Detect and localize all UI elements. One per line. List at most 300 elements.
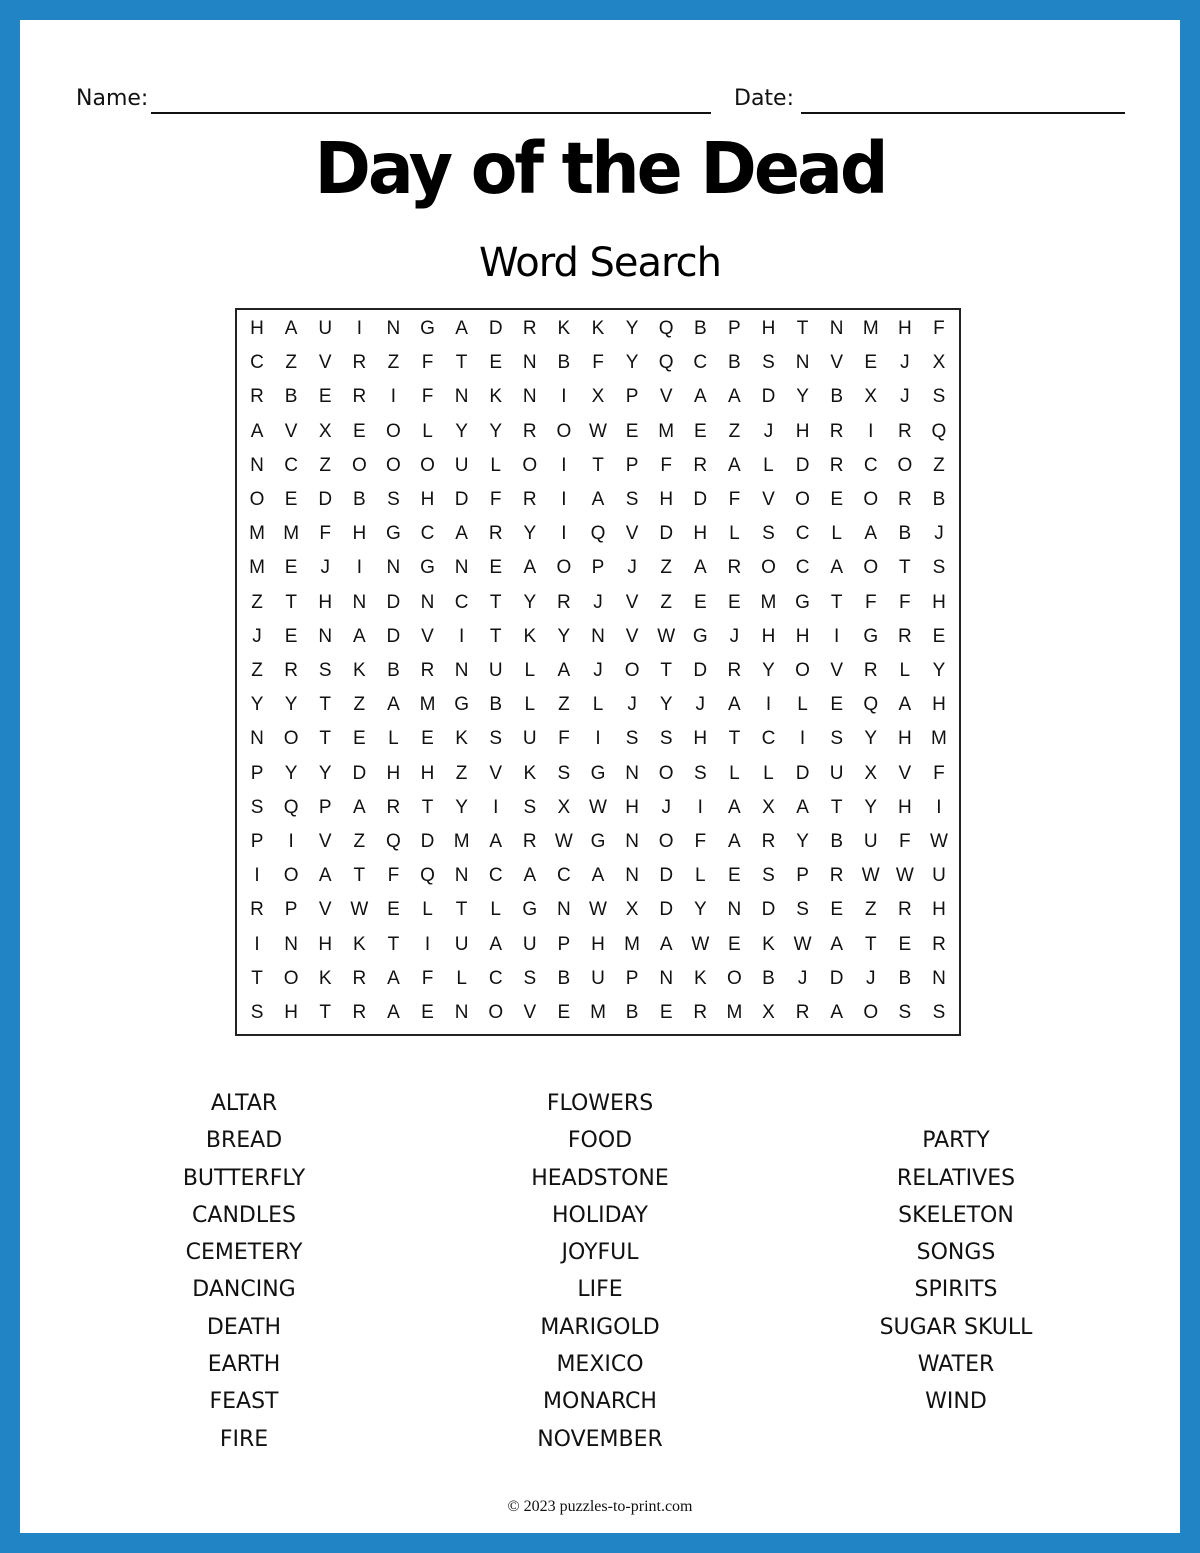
grid-cell[interactable]: Z (387, 352, 400, 374)
grid-cell[interactable]: E (625, 420, 639, 442)
grid-cell[interactable]: Y (250, 694, 264, 716)
grid-cell[interactable]: G (386, 523, 401, 545)
grid-cell[interactable]: B (557, 967, 571, 989)
grid-cell[interactable]: A (693, 557, 707, 579)
grid-cell[interactable]: L (388, 728, 399, 750)
grid-cell[interactable]: A (455, 318, 468, 340)
grid-cell[interactable]: K (523, 762, 537, 784)
grid-cell[interactable]: O (897, 454, 913, 476)
grid-cell[interactable]: Y (625, 352, 639, 374)
grid-cell[interactable]: W (589, 899, 607, 921)
grid-cell[interactable]: J (729, 625, 740, 647)
grid-cell[interactable]: B (557, 352, 571, 374)
grid-cell[interactable]: T (251, 967, 263, 989)
grid-cell[interactable]: R (420, 659, 435, 681)
grid-cell[interactable]: R (727, 557, 742, 579)
grid-cell[interactable]: S (762, 352, 775, 374)
grid-cell[interactable]: N (386, 557, 401, 579)
grid-cell[interactable]: G (522, 899, 538, 921)
grid-cell[interactable]: J (695, 694, 706, 716)
grid-cell[interactable]: M (453, 830, 470, 852)
grid-cell[interactable]: D (352, 762, 367, 784)
grid-cell[interactable]: K (352, 933, 366, 955)
grid-cell[interactable]: J (593, 591, 603, 613)
grid-cell[interactable]: S (932, 386, 946, 408)
grid-cell[interactable]: T (796, 318, 809, 340)
grid-cell[interactable]: R (897, 420, 912, 442)
grid-cell[interactable]: T (830, 591, 843, 613)
grid-cell[interactable]: V (830, 659, 843, 681)
grid-cell[interactable]: I (561, 454, 567, 476)
grid-cell[interactable]: A (318, 865, 332, 887)
grid-cell[interactable]: N (352, 591, 367, 613)
grid-cell[interactable]: W (861, 865, 880, 887)
grid-cell[interactable]: Y (864, 728, 878, 750)
grid-cell[interactable]: D (693, 659, 708, 681)
grid-cell[interactable]: F (864, 591, 877, 613)
grid-cell[interactable]: X (591, 386, 605, 408)
grid-cell[interactable]: A (284, 318, 298, 340)
grid-cell[interactable]: R (250, 386, 264, 408)
grid-cell[interactable]: U (488, 659, 503, 681)
grid-cell[interactable]: F (728, 489, 741, 511)
grid-cell[interactable]: O (761, 557, 776, 579)
grid-cell[interactable]: E (693, 591, 707, 613)
grid-cell[interactable]: Y (523, 523, 537, 545)
grid-cell[interactable]: V (762, 489, 775, 511)
grid-cell[interactable]: O (283, 967, 299, 989)
grid-cell[interactable]: N (454, 557, 469, 579)
grid-cell[interactable]: H (693, 728, 708, 750)
grid-cell[interactable]: H (897, 796, 912, 818)
grid-cell[interactable]: R (352, 1001, 367, 1023)
grid-cell[interactable]: C (557, 865, 571, 887)
grid-cell[interactable]: T (387, 933, 400, 955)
grid-cell[interactable]: R (795, 1001, 810, 1023)
grid-cell[interactable]: W (929, 830, 948, 852)
grid-cell[interactable]: B (728, 352, 741, 374)
grid-cell[interactable]: Z (251, 591, 263, 613)
grid-cell[interactable]: H (591, 933, 605, 955)
grid-cell[interactable]: W (350, 899, 369, 921)
grid-cell[interactable]: R (693, 454, 708, 476)
grid-cell[interactable]: R (352, 386, 367, 408)
grid-cell[interactable]: O (658, 830, 674, 852)
grid-cell[interactable]: N (454, 865, 469, 887)
grid-cell[interactable]: I (765, 694, 772, 716)
grid-cell[interactable]: S (932, 1001, 946, 1023)
grid-cell[interactable]: V (625, 591, 639, 613)
date-field[interactable] (801, 112, 1125, 114)
grid-cell[interactable]: R (352, 967, 367, 989)
grid-cell[interactable]: G (420, 557, 435, 579)
grid-cell[interactable]: G (590, 830, 606, 852)
grid-cell[interactable]: O (795, 489, 810, 511)
grid-cell[interactable]: E (830, 694, 843, 716)
grid-cell[interactable]: C (795, 523, 810, 545)
grid-cell[interactable]: A (591, 865, 605, 887)
grid-cell[interactable]: S (659, 728, 673, 750)
grid-cell[interactable]: Q (931, 420, 947, 442)
letter-grid[interactable] (235, 308, 961, 1036)
grid-cell[interactable]: G (454, 694, 469, 716)
grid-cell[interactable]: C (454, 591, 469, 613)
grid-cell[interactable]: A (830, 933, 843, 955)
grid-cell[interactable]: E (318, 386, 332, 408)
grid-cell[interactable]: D (318, 489, 333, 511)
grid-cell[interactable]: W (691, 933, 710, 955)
grid-cell[interactable]: A (250, 420, 264, 442)
grid-cell[interactable]: D (386, 625, 401, 647)
grid-cell[interactable]: Z (353, 830, 366, 852)
grid-cell[interactable]: O (283, 728, 299, 750)
grid-cell[interactable]: N (454, 1001, 469, 1023)
grid-cell[interactable]: M (726, 1001, 743, 1023)
grid-cell[interactable]: M (590, 1001, 606, 1023)
grid-cell[interactable]: M (931, 728, 947, 750)
grid-cell[interactable]: T (489, 591, 502, 613)
grid-cell[interactable]: H (420, 762, 435, 784)
grid-cell[interactable]: D (761, 386, 776, 408)
grid-cell[interactable]: R (693, 1001, 708, 1023)
grid-cell[interactable]: W (657, 625, 676, 647)
grid-cell[interactable]: H (420, 489, 435, 511)
grid-cell[interactable]: E (898, 933, 912, 955)
grid-cell[interactable]: R (522, 420, 537, 442)
grid-cell[interactable]: Y (523, 591, 537, 613)
grid-cell[interactable]: Z (285, 352, 297, 374)
grid-cell[interactable]: I (458, 625, 465, 647)
grid-cell[interactable]: E (728, 591, 741, 613)
grid-cell[interactable]: Z (455, 762, 468, 784)
grid-cell[interactable]: N (522, 352, 537, 374)
grid-cell[interactable]: F (933, 762, 945, 784)
grid-cell[interactable]: I (356, 557, 362, 579)
grid-cell[interactable]: Q (386, 830, 401, 852)
grid-cell[interactable]: N (250, 454, 264, 476)
grid-cell[interactable]: W (589, 796, 607, 818)
grid-cell[interactable]: O (420, 454, 435, 476)
grid-cell[interactable]: B (830, 830, 843, 852)
grid-cell[interactable]: S (796, 899, 809, 921)
grid-cell[interactable]: P (284, 899, 298, 921)
grid-cell[interactable]: I (254, 865, 260, 887)
grid-cell[interactable]: I (561, 386, 567, 408)
grid-cell[interactable]: S (762, 523, 775, 545)
grid-cell[interactable]: N (829, 318, 844, 340)
grid-cell[interactable]: Y (284, 762, 298, 784)
grid-cell[interactable]: J (593, 659, 603, 681)
grid-cell[interactable]: L (763, 454, 774, 476)
grid-cell[interactable]: I (254, 933, 260, 955)
grid-cell[interactable]: P (591, 557, 605, 579)
grid-cell[interactable]: L (899, 659, 911, 681)
grid-cell[interactable]: S (932, 557, 946, 579)
grid-cell[interactable]: R (863, 659, 878, 681)
grid-cell[interactable]: L (422, 420, 433, 442)
grid-cell[interactable]: C (250, 352, 264, 374)
grid-cell[interactable]: G (795, 591, 810, 613)
grid-cell[interactable]: M (658, 420, 675, 442)
grid-cell[interactable]: O (386, 420, 401, 442)
grid-cell[interactable]: I (288, 830, 294, 852)
grid-cell[interactable]: N (454, 386, 469, 408)
grid-cell[interactable]: R (897, 899, 912, 921)
grid-cell[interactable]: N (420, 591, 435, 613)
grid-cell[interactable]: E (352, 728, 366, 750)
grid-cell[interactable]: N (522, 386, 537, 408)
grid-cell[interactable]: F (899, 591, 911, 613)
grid-cell[interactable]: K (455, 728, 468, 750)
grid-cell[interactable]: J (797, 967, 808, 989)
grid-cell[interactable]: B (693, 318, 707, 340)
grid-cell[interactable]: N (932, 967, 946, 989)
grid-cell[interactable]: I (799, 728, 806, 750)
grid-cell[interactable]: Z (558, 694, 570, 716)
grid-cell[interactable]: B (352, 489, 366, 511)
grid-cell[interactable]: I (834, 625, 840, 647)
name-field[interactable] (151, 112, 711, 114)
grid-cell[interactable]: R (829, 420, 844, 442)
grid-cell[interactable]: D (420, 830, 435, 852)
grid-cell[interactable]: E (489, 352, 503, 374)
grid-cell[interactable]: R (829, 454, 844, 476)
grid-cell[interactable]: O (488, 1001, 504, 1023)
grid-cell[interactable]: D (693, 489, 708, 511)
grid-cell[interactable]: I (697, 796, 703, 818)
grid-cell[interactable]: G (590, 762, 606, 784)
grid-cell[interactable]: G (863, 625, 879, 647)
grid-cell[interactable]: A (830, 1001, 843, 1023)
grid-cell[interactable]: T (830, 796, 843, 818)
grid-cell[interactable]: R (522, 489, 537, 511)
grid-cell[interactable]: E (728, 865, 741, 887)
grid-cell[interactable]: T (353, 865, 366, 887)
grid-cell[interactable]: Y (659, 694, 673, 716)
grid-cell[interactable]: E (830, 899, 843, 921)
grid-cell[interactable]: T (319, 1001, 332, 1023)
grid-cell[interactable]: U (454, 454, 469, 476)
grid-cell[interactable]: V (898, 762, 912, 784)
grid-cell[interactable]: K (318, 967, 332, 989)
grid-cell[interactable]: C (420, 523, 435, 545)
grid-cell[interactable]: Y (932, 659, 946, 681)
grid-cell[interactable]: R (932, 933, 946, 955)
grid-cell[interactable]: Y (489, 420, 503, 442)
grid-cell[interactable]: H (795, 625, 810, 647)
grid-cell[interactable]: N (727, 899, 742, 921)
grid-cell[interactable]: B (932, 489, 946, 511)
grid-cell[interactable]: H (386, 762, 401, 784)
grid-cell[interactable]: O (249, 489, 265, 511)
grid-cell[interactable]: D (454, 489, 469, 511)
grid-cell[interactable]: L (456, 967, 467, 989)
grid-cell[interactable]: O (351, 454, 367, 476)
grid-cell[interactable]: S (693, 762, 707, 784)
grid-cell[interactable]: O (624, 659, 640, 681)
grid-cell[interactable]: A (387, 1001, 400, 1023)
grid-cell[interactable]: E (421, 728, 434, 750)
grid-cell[interactable]: X (932, 352, 946, 374)
grid-cell[interactable]: E (284, 489, 298, 511)
grid-cell[interactable]: N (250, 728, 264, 750)
grid-cell[interactable]: H (659, 489, 674, 511)
grid-cell[interactable]: M (760, 591, 777, 613)
grid-cell[interactable]: E (557, 1001, 571, 1023)
grid-cell[interactable]: I (561, 523, 567, 545)
grid-cell[interactable]: F (421, 967, 434, 989)
grid-cell[interactable]: A (352, 796, 366, 818)
grid-cell[interactable]: O (863, 1001, 879, 1023)
grid-cell[interactable]: Z (933, 454, 945, 476)
grid-cell[interactable]: A (591, 489, 605, 511)
grid-cell[interactable]: T (728, 728, 741, 750)
grid-cell[interactable]: R (897, 625, 912, 647)
grid-cell[interactable]: D (795, 454, 810, 476)
grid-cell[interactable]: F (421, 386, 434, 408)
grid-cell[interactable]: L (797, 694, 808, 716)
grid-cell[interactable]: A (830, 557, 843, 579)
grid-cell[interactable]: N (284, 933, 298, 955)
grid-cell[interactable]: V (830, 352, 843, 374)
grid-cell[interactable]: U (932, 865, 946, 887)
grid-cell[interactable]: B (830, 386, 843, 408)
grid-cell[interactable]: S (250, 1001, 264, 1023)
grid-cell[interactable]: R (727, 659, 742, 681)
grid-cell[interactable]: T (864, 933, 877, 955)
grid-cell[interactable]: Z (864, 899, 877, 921)
grid-cell[interactable]: E (932, 625, 946, 647)
grid-cell[interactable]: H (284, 1001, 298, 1023)
grid-cell[interactable]: A (728, 830, 741, 852)
grid-cell[interactable]: F (694, 830, 707, 852)
grid-cell[interactable]: O (283, 865, 299, 887)
grid-cell[interactable]: J (661, 796, 671, 818)
grid-cell[interactable]: J (252, 625, 262, 647)
grid-cell[interactable]: O (795, 659, 810, 681)
grid-cell[interactable]: L (763, 762, 774, 784)
grid-cell[interactable]: F (660, 454, 672, 476)
grid-cell[interactable]: D (659, 523, 674, 545)
grid-cell[interactable]: Z (728, 420, 741, 442)
grid-cell[interactable]: L (524, 659, 536, 681)
grid-cell[interactable]: Y (762, 659, 775, 681)
grid-cell[interactable]: J (866, 967, 876, 989)
grid-cell[interactable]: O (863, 489, 879, 511)
grid-cell[interactable]: A (728, 694, 741, 716)
grid-cell[interactable]: U (863, 830, 878, 852)
grid-cell[interactable]: R (522, 830, 537, 852)
grid-cell[interactable]: D (386, 591, 401, 613)
grid-cell[interactable]: F (592, 352, 604, 374)
grid-cell[interactable]: N (625, 865, 639, 887)
grid-cell[interactable]: G (692, 625, 708, 647)
grid-cell[interactable]: X (864, 386, 878, 408)
grid-cell[interactable]: S (387, 489, 400, 511)
grid-cell[interactable]: J (627, 694, 637, 716)
grid-cell[interactable]: L (729, 523, 740, 545)
grid-cell[interactable]: T (455, 899, 468, 921)
grid-cell[interactable]: D (795, 762, 810, 784)
grid-cell[interactable]: J (900, 386, 910, 408)
grid-cell[interactable]: S (523, 967, 537, 989)
grid-cell[interactable]: N (659, 967, 674, 989)
grid-cell[interactable]: H (897, 728, 912, 750)
grid-cell[interactable]: O (386, 454, 401, 476)
grid-cell[interactable]: V (318, 830, 332, 852)
grid-cell[interactable]: A (728, 454, 741, 476)
grid-cell[interactable]: O (556, 557, 572, 579)
grid-cell[interactable]: R (557, 591, 571, 613)
grid-cell[interactable]: D (659, 865, 674, 887)
grid-cell[interactable]: L (831, 523, 842, 545)
grid-cell[interactable]: T (899, 557, 911, 579)
grid-cell[interactable]: H (932, 694, 946, 716)
grid-cell[interactable]: D (761, 899, 776, 921)
grid-cell[interactable]: S (250, 796, 264, 818)
grid-cell[interactable]: Z (660, 591, 672, 613)
grid-cell[interactable]: Y (864, 796, 878, 818)
grid-cell[interactable]: W (895, 865, 914, 887)
grid-cell[interactable]: X (762, 796, 775, 818)
grid-cell[interactable]: U (318, 318, 333, 340)
grid-cell[interactable]: A (352, 625, 366, 647)
grid-cell[interactable]: B (489, 694, 503, 716)
grid-cell[interactable]: K (693, 967, 707, 989)
grid-cell[interactable]: R (761, 830, 776, 852)
grid-cell[interactable]: Y (693, 899, 707, 921)
grid-cell[interactable]: N (625, 762, 639, 784)
grid-cell[interactable]: V (625, 625, 639, 647)
grid-cell[interactable]: H (318, 933, 333, 955)
grid-cell[interactable]: V (421, 625, 434, 647)
grid-cell[interactable]: I (595, 728, 601, 750)
grid-cell[interactable]: U (522, 728, 537, 750)
grid-cell[interactable]: H (932, 591, 946, 613)
grid-cell[interactable]: O (726, 967, 742, 989)
grid-cell[interactable]: Q (590, 523, 606, 545)
grid-cell[interactable]: R (352, 352, 367, 374)
grid-cell[interactable]: A (728, 386, 741, 408)
grid-cell[interactable]: I (868, 420, 874, 442)
grid-cell[interactable]: F (489, 489, 502, 511)
grid-cell[interactable]: O (522, 454, 538, 476)
grid-cell[interactable]: A (898, 694, 912, 716)
grid-cell[interactable]: T (285, 591, 297, 613)
grid-cell[interactable]: C (863, 454, 878, 476)
grid-cell[interactable]: I (936, 796, 942, 818)
grid-cell[interactable]: F (387, 865, 400, 887)
grid-cell[interactable]: A (523, 557, 537, 579)
grid-cell[interactable]: P (318, 796, 332, 818)
grid-cell[interactable]: B (625, 1001, 639, 1023)
grid-cell[interactable]: A (864, 523, 878, 545)
grid-cell[interactable]: W (589, 420, 607, 442)
grid-cell[interactable]: V (523, 1001, 537, 1023)
grid-cell[interactable]: Y (318, 762, 332, 784)
grid-cell[interactable]: Q (863, 694, 879, 716)
grid-cell[interactable]: T (455, 352, 468, 374)
grid-cell[interactable]: F (933, 318, 945, 340)
grid-cell[interactable]: W (793, 933, 812, 955)
grid-cell[interactable]: L (490, 899, 501, 921)
grid-cell[interactable]: P (625, 967, 639, 989)
grid-cell[interactable]: K (523, 625, 537, 647)
grid-cell[interactable]: A (455, 523, 468, 545)
grid-cell[interactable]: R (284, 659, 298, 681)
grid-cell[interactable]: X (864, 762, 878, 784)
grid-cell[interactable]: A (523, 865, 537, 887)
